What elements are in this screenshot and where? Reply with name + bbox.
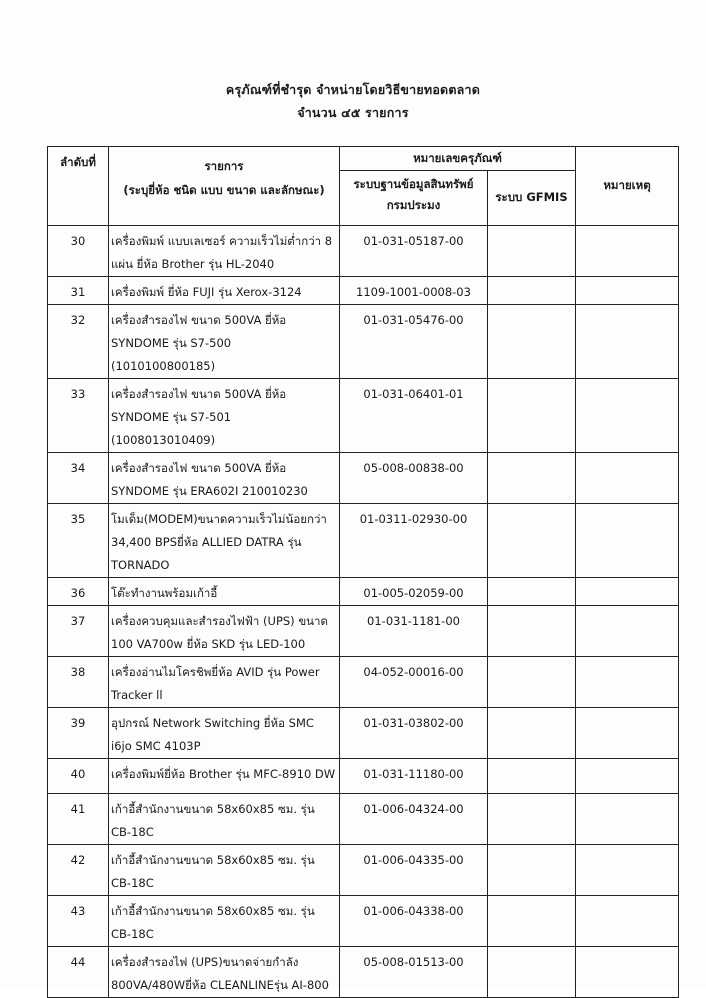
table-row [48, 896, 679, 947]
row-description: เครื่องอ่านไมโครชิพยี่ห้อ AVID รุ่น Power Tracker ll [109, 657, 340, 708]
row-remark [576, 305, 679, 379]
row-description: เก้าอี้สำนักงานขนาด 58x60x85 ซม. รุ่น CB-18C [109, 896, 340, 947]
table-row [48, 947, 679, 998]
row-gfmis [488, 657, 576, 708]
row-description: อุปกรณ์ Network Switching ยี่ห้อ SMC i6jo SMC 4103P [109, 708, 340, 759]
row-gfmis [488, 708, 576, 759]
row-asset-code: 01-031-11180-00 [340, 759, 488, 794]
row-remark [576, 606, 679, 657]
row-remark [576, 845, 679, 896]
row-gfmis [488, 379, 576, 453]
row-remark [576, 947, 679, 998]
row-sequence-no: 41 [48, 794, 109, 845]
row-remark [576, 504, 679, 578]
header-gfmis: ระบบ GFMIS [488, 170, 576, 225]
row-remark [576, 794, 679, 845]
row-sequence-no: 44 [48, 947, 109, 998]
row-gfmis [488, 453, 576, 504]
row-gfmis [488, 305, 576, 379]
table-row [48, 453, 679, 504]
table-row [48, 578, 679, 606]
row-sequence-no: 37 [48, 606, 109, 657]
header-remark: หมายเหตุ [576, 147, 679, 226]
asset-disposal-table [47, 146, 679, 998]
row-asset-code: 05-008-00838-00 [340, 453, 488, 504]
row-asset-code: 04-052-00016-00 [340, 657, 488, 708]
table-row [48, 606, 679, 657]
header-asset-database-line2: กรมประมง [386, 197, 441, 212]
row-asset-code: 01-031-1181-00 [340, 606, 488, 657]
table-row [48, 379, 679, 453]
header-description [109, 147, 340, 226]
row-sequence-no: 32 [48, 305, 109, 379]
header-description-title: รายการ [204, 159, 244, 173]
header-asset-database-line1: ระบบฐานข้อมูลสินทรัพย์ [353, 176, 474, 191]
row-description: โต๊ะทำงานพร้อมเก้าอี้ [109, 578, 340, 606]
row-sequence-no: 33 [48, 379, 109, 453]
table-row [48, 708, 679, 759]
table-row [48, 845, 679, 896]
table-row [48, 794, 679, 845]
row-remark [576, 657, 679, 708]
row-remark [576, 759, 679, 794]
table-row [48, 759, 679, 794]
table-row [48, 277, 679, 305]
row-description: เก้าอี้สำนักงานขนาด 58x60x85 ซม. รุ่น CB-18C [109, 845, 340, 896]
row-remark [576, 896, 679, 947]
document-subtitle-count: จำนวน ๔๕ รายการ [297, 105, 409, 120]
row-sequence-no: 40 [48, 759, 109, 794]
table-row [48, 504, 679, 578]
row-gfmis [488, 606, 576, 657]
row-description: โมเด็ม(MODEM)ขนาดความเร็วไม่น้อยกว่า 34,400 BPSยี่ห้อ ALLIED DATRA รุ่น TORNADO [109, 504, 340, 578]
table-row [48, 657, 679, 708]
row-asset-code: 01-031-03802-00 [340, 708, 488, 759]
row-sequence-no: 39 [48, 708, 109, 759]
row-sequence-no: 43 [48, 896, 109, 947]
row-remark [576, 453, 679, 504]
row-sequence-no: 42 [48, 845, 109, 896]
header-sequence-no: ลำดับที่ [48, 147, 109, 226]
row-description: เครื่องสำรองไฟ ขนาด 500VA ยี่ห้อ SYNDOME รุ่น S7-501 (1008013010409) [109, 379, 340, 453]
row-description: เครื่องสำรองไฟ (UPS)ขนาดจ่ายกำลัง 800VA/480Wยี่ห้อ CLEANLINEรุ่น AI-800 [109, 947, 340, 998]
row-description: เครื่องสำรองไฟ ขนาด 500VA ยี่ห้อ SYNDOME รุ่น ERA602I 210010230 [109, 453, 340, 504]
row-gfmis [488, 947, 576, 998]
header-asset-number-group: หมายเลขครุภัณฑ์ [340, 147, 576, 171]
row-asset-code: 01-006-04335-00 [340, 845, 488, 896]
row-gfmis [488, 504, 576, 578]
row-asset-code: 05-008-01513-00 [340, 947, 488, 998]
row-sequence-no: 36 [48, 578, 109, 606]
row-description: เก้าอี้สำนักงานขนาด 58x60x85 ซม. รุ่น CB-18C [109, 794, 340, 845]
header-asset-database [340, 170, 488, 225]
row-gfmis [488, 794, 576, 845]
row-sequence-no: 38 [48, 657, 109, 708]
row-gfmis [488, 277, 576, 305]
row-asset-code: 01-031-05476-00 [340, 305, 488, 379]
row-asset-code: 1109-1001-0008-03 [340, 277, 488, 305]
header-description-subtitle: (ระบุยี่ห้อ ชนิด แบบ ขนาด และลักษณะ) [123, 183, 325, 197]
row-sequence-no: 35 [48, 504, 109, 578]
row-remark [576, 708, 679, 759]
row-gfmis [488, 226, 576, 277]
row-description: เครื่องพิมพ์ แบบเลเซอร์ ความเร็วไม่ต่ำกว่า 8 แผ่น ยี่ห้อ Brother รุ่น HL-2040 [109, 226, 340, 277]
row-remark [576, 277, 679, 305]
document-title: ครุภัณฑ์ที่ชำรุด จำหน่ายโดยวิธีขายทอดตลาด [225, 82, 481, 97]
row-asset-code: 01-005-02059-00 [340, 578, 488, 606]
row-description: เครื่องควบคุมและสำรองไฟฟ้า (UPS) ขนาด 100 VA700w ยี่ห้อ SKD รุ่น LED-100 [109, 606, 340, 657]
row-remark [576, 379, 679, 453]
row-asset-code: 01-006-04338-00 [340, 896, 488, 947]
row-description: เครื่องสำรองไฟ ขนาด 500VA ยี่ห้อ SYNDOME รุ่น S7-500 (1010100800185) [109, 305, 340, 379]
row-asset-code: 01-006-04324-00 [340, 794, 488, 845]
row-sequence-no: 34 [48, 453, 109, 504]
row-gfmis [488, 896, 576, 947]
row-remark [576, 578, 679, 606]
row-asset-code: 01-0311-02930-00 [340, 504, 488, 578]
table-row [48, 305, 679, 379]
row-gfmis [488, 578, 576, 606]
table-header-row [48, 147, 679, 171]
row-sequence-no: 30 [48, 226, 109, 277]
row-description: เครื่องพิมพ์ยี่ห้อ Brother รุ่น MFC-8910 DW [109, 759, 340, 794]
row-sequence-no: 31 [48, 277, 109, 305]
row-gfmis [488, 759, 576, 794]
table-row [48, 226, 679, 277]
row-asset-code: 01-031-05187-00 [340, 226, 488, 277]
row-remark [576, 226, 679, 277]
row-gfmis [488, 845, 576, 896]
row-asset-code: 01-031-06401-01 [340, 379, 488, 453]
row-description: เครื่องพิมพ์ ยี่ห้อ FUJI รุ่น Xerox-3124 [109, 277, 340, 305]
